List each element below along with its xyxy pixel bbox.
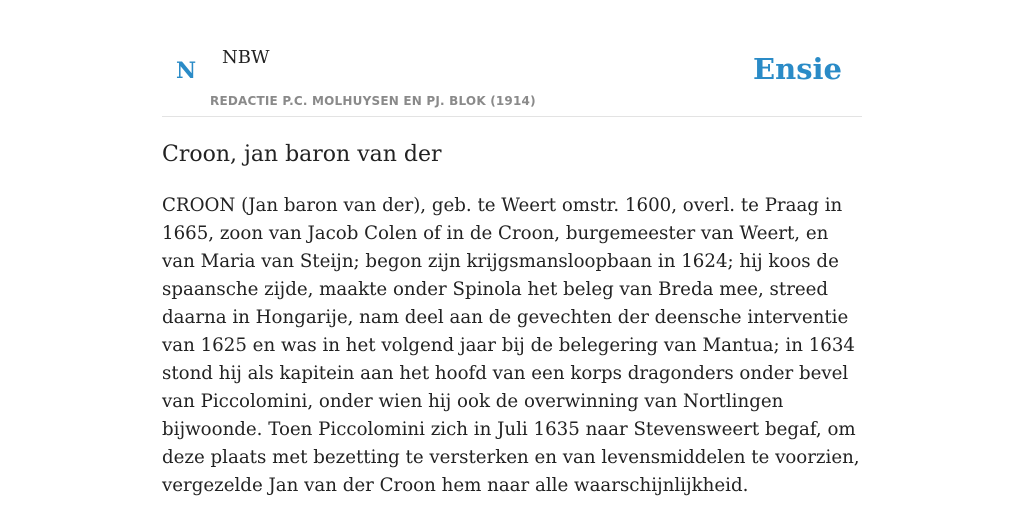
brand-logo[interactable]: Ensie (753, 52, 842, 86)
article-title: Croon, jan baron van der (162, 142, 442, 167)
source-subtitle: REDACTIE P.C. MOLHUYSEN EN PJ. BLOK (1914) (210, 94, 536, 108)
page (162, 0, 862, 512)
source-name[interactable]: NBW (222, 47, 270, 68)
source-header (162, 0, 862, 117)
article-body: CROON (Jan baron van der), geb. te Weert omstr. 1600, overl. te Praag in 1665, zoon van Jacob Colen of in de Croon, burgemeester van Weert, en van Maria van Steijn; begon zijn krijgsmansloopbaan in 1624; hij koos de spaansche zijde, maakte onder Spinola het beleg van Breda mee, streed daarna in Hongarije, nam deel aan de gevechten der deensche interventie van 1625 en was in het volgend jaar bij de belegering van Mantua; in 1634 stond hij als kapitein aan het hoofd van een korps dragonders onder bevel van Piccolomini, onder wien hij ook de overwinning van Nortlingen bijwoonde. Toen Piccolomini zich in Juli 1635 naar Stevensweert begaf, om deze plaats met bezetting te versterken en van levensmiddelen te voorzien, vergezelde Jan van der Croon hem naar alle waarschijnlijkheid. (162, 195, 860, 496)
source-logo[interactable]: N (176, 58, 197, 84)
